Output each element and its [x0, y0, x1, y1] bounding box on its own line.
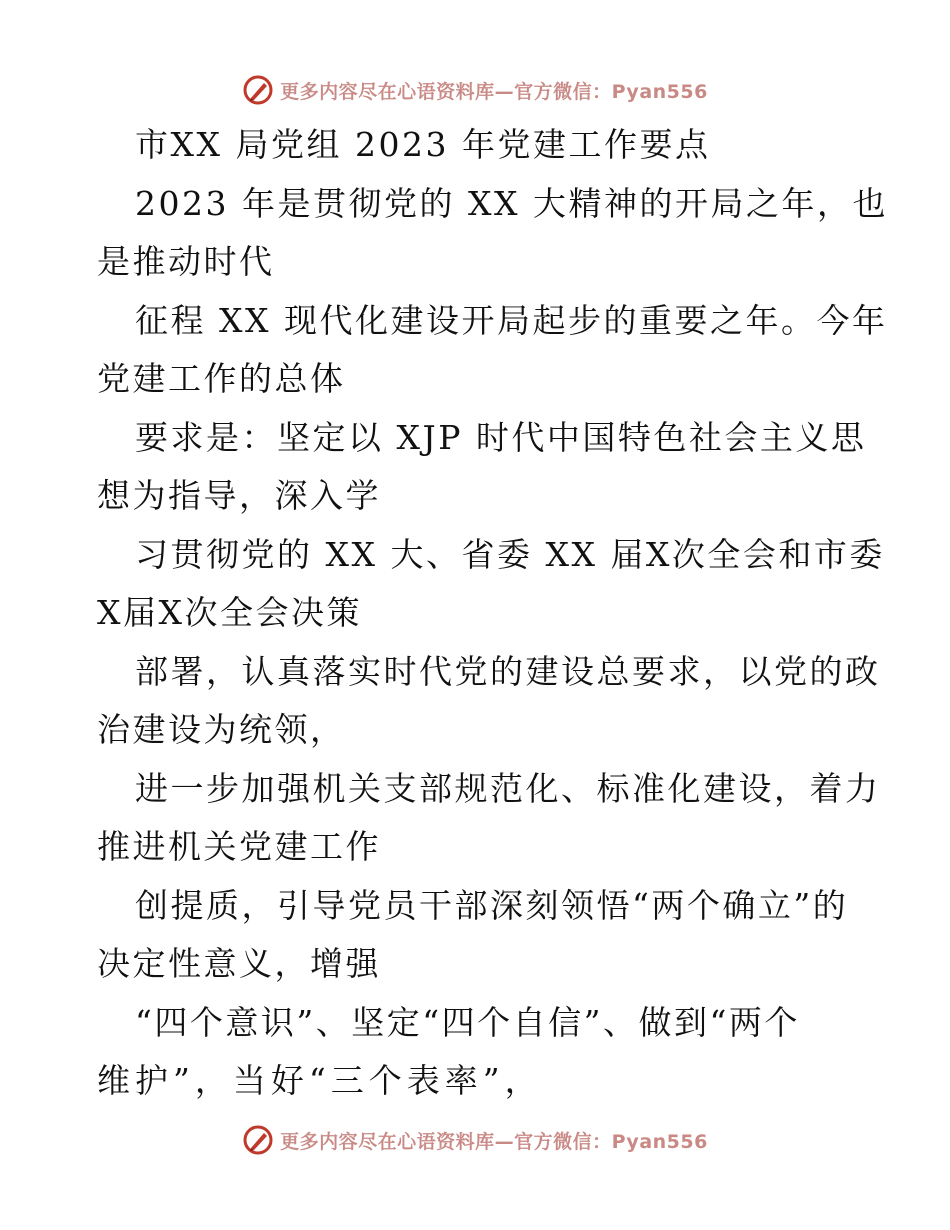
- paragraph-line: 进一步加强机关支部规范化、标准化建设，着力: [135, 768, 881, 808]
- pen-circle-logo-icon: [242, 74, 274, 106]
- paragraph-line: 是推动时代: [97, 242, 275, 281]
- paragraph-line: 党建工作的总体: [97, 359, 346, 398]
- paragraph-line: 部署，认真落实时代党的建设总要求，以党的政: [135, 651, 881, 691]
- document-body: [97, 116, 888, 1111]
- paragraph-line: 创提质，引导党员干部深刻领悟“两个确立”的: [135, 885, 849, 925]
- paragraph-line: 治建设为统领，: [97, 710, 346, 749]
- paragraph-line: 想为指导，深入学: [97, 476, 381, 515]
- paragraph-line: 维护”，当好“三个表率”，: [97, 1061, 543, 1100]
- footer-watermark-banner: [0, 1120, 950, 1160]
- pen-circle-logo-icon: [242, 1124, 274, 1156]
- watermark-text: 更多内容尽在心语资料库—官方微信：Pyan556: [280, 1130, 708, 1153]
- paragraph-line: X届X次全会决策: [97, 593, 362, 632]
- paragraph-line: “四个意识”、坚定“四个自信”、做到“两个: [135, 1002, 800, 1042]
- header-watermark-banner: [0, 70, 950, 110]
- paragraph-line: 要求是：坚定以 XJP 时代中国特色社会主义思: [135, 417, 867, 457]
- document-title: 市XX 局党组 2023 年党建工作要点: [135, 125, 711, 164]
- watermark-text: 更多内容尽在心语资料库—官方微信：Pyan556: [280, 80, 708, 103]
- paragraph-line: 征程 XX 现代化建设开局起步的重要之年。今年: [135, 300, 888, 340]
- paragraph-line: 习贯彻党的 XX 大、省委 XX 届X次全会和市委: [135, 534, 885, 574]
- paragraph-line: 推进机关党建工作: [97, 827, 381, 866]
- paragraph-line: 2023 年是贯彻党的 XX 大精神的开局之年，也: [135, 183, 888, 223]
- paragraph-line: 决定性意义，增强: [97, 944, 381, 983]
